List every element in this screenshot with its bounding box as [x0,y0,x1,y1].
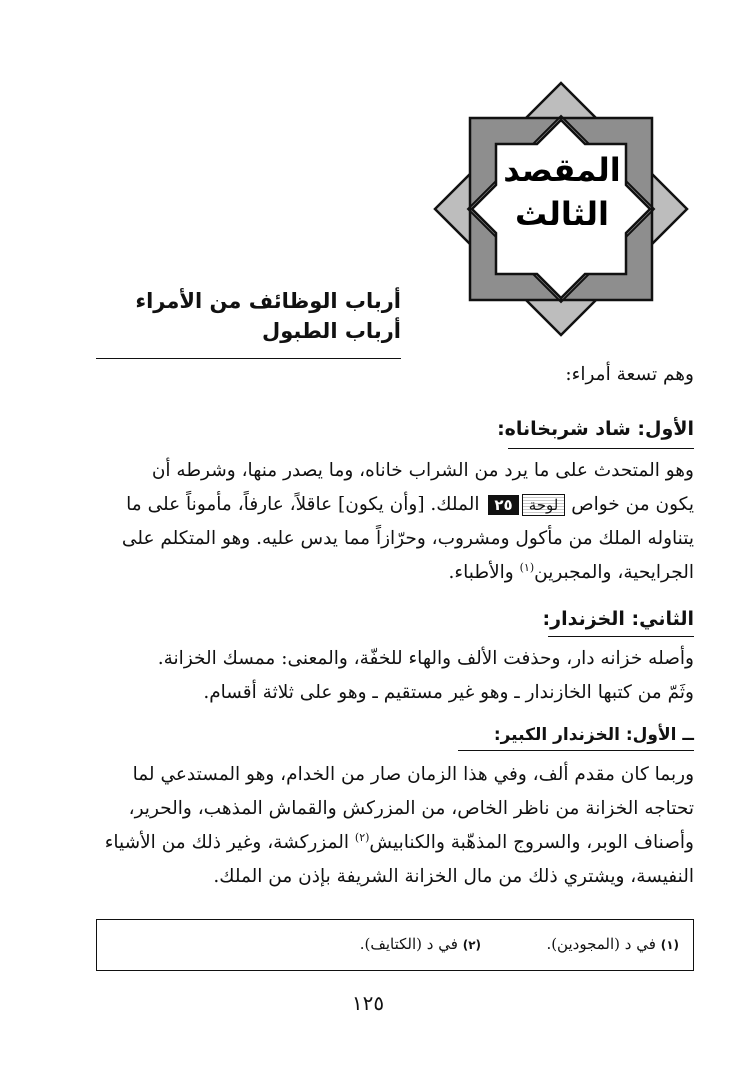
footnote-2 [360,933,481,956]
treasurer-line-1: وربما كان مقدم ألف، وفي هذا الزمان صار من الخدام، وهو المستدعي لما [132,764,694,785]
footnote-1 [546,933,679,956]
treasurer-line-3a: وأصناف الوبر، والسروج المذهّبة والكنابيش [369,832,694,853]
plate-reference-number: ٢٥ [488,495,518,515]
heading-first [480,414,694,444]
first-line-2 [96,488,694,522]
sub-heading-rule [458,750,694,751]
treasurer-line-3 [96,826,694,860]
intro-line: وهم تسعة أمراء: [565,364,694,385]
treasurer-paragraph [96,758,694,894]
footnote-1-number: (١) [660,938,679,952]
first-line-1: وهو المتحدث على ما يرد من الشراب خاناه، وما يصدر منها، وشرطه أن [151,460,694,481]
first-line-2b: الملك. [وأن يكون] عاقلاً، عارفاً، مأموناً على ما [126,494,480,515]
section-title: أرباب الوظائف من الأمراء أرباب الطبول [96,286,401,359]
heading-colon: : [624,608,640,630]
footnote-1-text: في د (المجودين). [546,935,656,953]
heading-second [480,604,694,634]
heading-second-rule [548,636,694,637]
second-paragraph [96,642,694,710]
footnote-ref-1: (١) [519,560,535,574]
heading-first-name: شاد شربخاناه: [497,418,631,440]
page-number: ١٢٥ [351,991,385,1015]
heading-second-name: الخزندار: [542,608,625,630]
footnote-2-number: (٢) [462,938,481,952]
emblem-title-line2: الثالث [515,195,609,233]
first-line-4b: والأطباء. [448,562,514,583]
heading-first-prefix: الأول [645,418,694,440]
emblem-title-line1: المقصد [503,151,621,189]
footnotes-box [96,919,694,971]
treasurer-line-4: النفيسة، ويشتري ذلك من مال الخزانة الشريفة بإذن من الملك. [213,866,694,887]
treasurer-line-3b: المزركشة، وغير ذلك من الأشياء [104,832,350,853]
plate-reference-label: لوحة [522,494,566,516]
intro-text [96,358,694,392]
first-paragraph [96,454,694,590]
sub-heading-first-treasurer: ــ الأول: الخزندار الكبير: [493,725,694,745]
footnote-2-text: في د (الكتايف). [359,935,458,953]
treasurer-line-2: تحتاجه الخزانة من ناظر الخاص، من المزركش والقماش المذهب، والحرير، [128,798,694,819]
first-line-3: يتناوله الملك من مأكول ومشروب، وحرّازاً مما يدس عليه. وهو المتكلم على [121,528,694,549]
heading-first-rule [508,448,694,449]
emblem-title [484,148,640,236]
first-line-4 [96,556,694,590]
first-line-4a: الجرايحية، والمجبرين [534,562,694,583]
second-line-2: وثَمّ من كتبها الخازندار ـ وهو غير مستقيم ـ وهو على ثلاثة أقسام. [203,682,694,703]
footnote-ref-2: (٢) [354,830,370,844]
heading-colon: : [630,418,646,440]
heading-second-prefix: الثاني [639,608,694,630]
first-line-2a: يكون من خواص [571,494,694,515]
second-line-1: وأصله خزانه دار، وحذفت الألف والهاء للخفّة، والمعنى: ممسك الخزانة. [157,648,694,669]
